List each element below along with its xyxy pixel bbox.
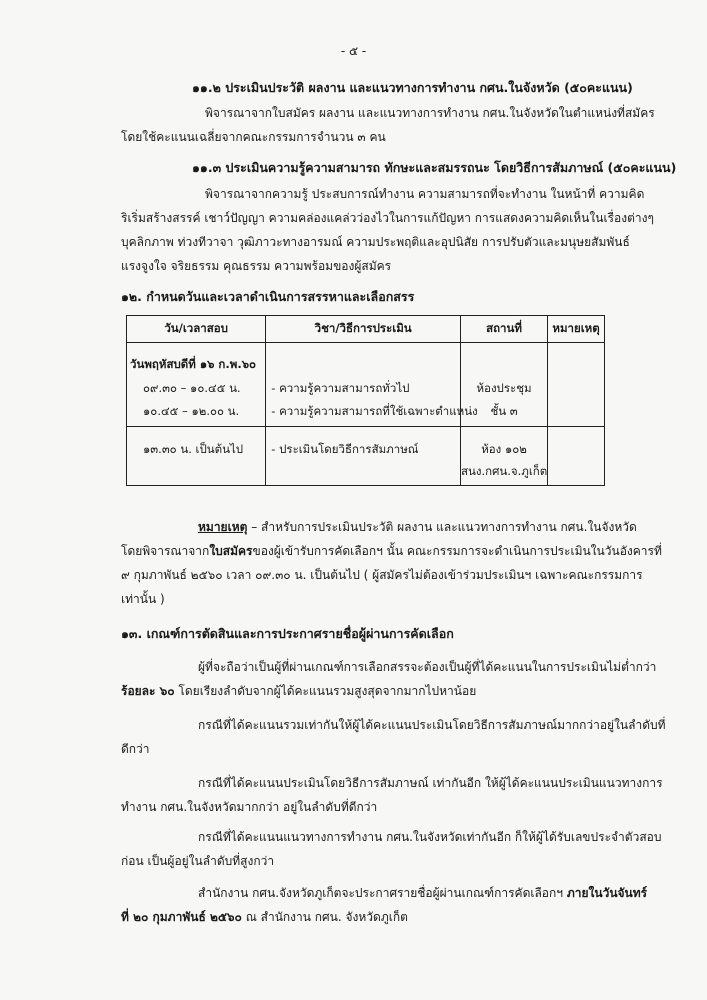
table-cell-date-time bbox=[127, 343, 266, 427]
table-cell-remark bbox=[548, 343, 605, 427]
note-line-1-text: – สำหรับการประเมินประวัติ ผลงาน และแนวทางการทำงาน กศน.ในจังหวัด bbox=[251, 520, 637, 534]
table-header-row bbox=[127, 316, 605, 343]
heading-11-3: ๑๑.๓ ประเมินความรู้ความสามารถ ทักษะและสมรรถนะ โดยวิธีการสัมภาษณ์ (๕๐คะแนน) bbox=[192, 160, 677, 175]
place-1-line-2: ชั้น ๓ bbox=[490, 404, 518, 418]
note-line-2 bbox=[121, 542, 662, 561]
exam-time-2: ๑๐.๔๕ – ๑๒.๐๐ น. bbox=[143, 404, 240, 418]
para-11-2-line-1: พิจารณาจากใบสมัคร ผลงาน และแนวทางการทำงาน กศน.ในจังหวัดในตำแหน่งที่สมัคร bbox=[205, 106, 655, 120]
announce-date: ที่ ๒๐ กุมภาพันธ์ ๒๕๖๐ bbox=[121, 910, 242, 924]
para-13-3-line-2: ทำงาน กศน.ในจังหวัดมากกว่า อยู่ในลำดับที่ดีกว่า bbox=[121, 800, 378, 814]
para-13-5-line-1 bbox=[198, 884, 647, 903]
subject-2: - ความรู้ความสามารถที่ใช้เฉพาะตำแหน่ง bbox=[271, 404, 478, 418]
note-line-1 bbox=[198, 518, 637, 537]
table-cell-remark bbox=[548, 427, 605, 486]
subject-1: - ความรู้ความสามารถทั่วไป bbox=[271, 381, 410, 395]
exam-time-3: ๑๓.๓๐ น. เป็นต้นไป bbox=[143, 442, 244, 456]
place-2-line-2: สนง.กศน.จ.ภูเก็ต bbox=[460, 464, 548, 478]
table-row bbox=[127, 343, 605, 427]
para-13-5-line-2-rest: ณ สำนักงาน กศน. จังหวัดภูเก็ต bbox=[241, 910, 408, 924]
para-13-5-line-2 bbox=[121, 908, 408, 927]
min-score: ร้อยละ ๖๐ bbox=[121, 684, 175, 698]
page-number: - ๕ - bbox=[340, 44, 367, 58]
heading-13: ๑๓. เกณฑ์การตัดสินและการประกาศรายชื่อผู้ผ่านการคัดเลือก bbox=[121, 626, 454, 641]
para-13-1-line-1: ผู้ที่จะถือว่าเป็นผู้ที่ผ่านเกณฑ์การเลือกสรรจะต้องเป็นผู้ที่ได้คะแนนในการประเมินไม่ต่ำกว่า bbox=[198, 660, 657, 674]
table-cell-date-time bbox=[127, 427, 266, 486]
para-13-4-line-2: ก่อน เป็นผู้อยู่ในลำดับที่สูงกว่า bbox=[121, 854, 275, 868]
table-cell-subject bbox=[266, 343, 478, 427]
table-cell-place bbox=[460, 343, 547, 427]
table-header-cell: สถานที่ bbox=[460, 316, 547, 343]
table-cell-subject bbox=[266, 427, 461, 486]
note-label: หมายเหตุ bbox=[198, 520, 248, 534]
exam-date: วันพฤหัสบดีที่ ๑๖ ก.พ.๖๐ bbox=[130, 357, 257, 371]
announce-day: ภายในวันจันทร์ bbox=[566, 886, 648, 900]
para-11-2-line-2: โดยใช้คะแนนเฉลี่ยจากคณะกรรมการจำนวน ๓ คน bbox=[121, 130, 386, 144]
table-cell-place bbox=[460, 427, 547, 486]
para-11-3-line-1: พิจารณาจากความรู้ ประสบการณ์ทำงาน ความสามารถที่จะทำงาน ในหน้าที่ ความคิด bbox=[205, 187, 645, 201]
para-13-3-line-1: กรณีที่ได้คะแนนประเมินโดยวิธีการสัมภาษณ์ เท่ากันอีก ให้ผู้ได้คะแนนประเมินแนวทางการ bbox=[198, 776, 663, 790]
note-line-3: ๙ กุมภาพันธ์ ๒๕๖๐ เวลา ๐๙.๓๐ น. เป็นต้นไป ( ผู้สมัครไม่ต้องเข้าร่วมประเมินฯ เฉพาะคณะกรรมการ bbox=[121, 568, 643, 582]
note-line-2-pre: โดยพิจารณาจาก bbox=[121, 544, 210, 558]
table-header-cell: วิชา/วิธีการประเมิน bbox=[266, 316, 461, 343]
note-line-2-post: ของผู้เข้ารับการคัดเลือกฯ นั้น คณะกรรมการจะดำเนินการประเมินในวันอังคารที่ bbox=[252, 544, 662, 558]
para-13-5-line-1-pre: สำนักงาน กศน.จังหวัดภูเก็ตจะประกาศรายชื่อผู้ผ่านเกณฑ์การคัดเลือกฯ bbox=[198, 886, 567, 900]
subject-3: - ประเมินโดยวิธีการสัมภาษณ์ bbox=[271, 442, 419, 456]
para-13-2-line-1: กรณีที่ได้คะแนนรวมเท่ากันให้ผู้ได้คะแนนประเมินโดยวิธีการสัมภาษณ์มากกว่าอยู่ในลำดับที่ bbox=[198, 718, 666, 732]
para-13-1-line-2-rest: โดยเรียงลำดับจากผู้ได้คะแนนรวมสูงสุดจากมากไปหาน้อย bbox=[174, 684, 477, 698]
place-2-line-1: ห้อง ๑๐๒ bbox=[481, 442, 527, 456]
para-13-1-line-2 bbox=[121, 682, 476, 701]
heading-12: ๑๒. กำหนดวันและเวลาดำเนินการสรรหาและเลือกสรร bbox=[121, 289, 415, 304]
para-11-3-line-4: แรงจูงใจ จริยธรรม คุณธรรม ความพร้อมของผู้สมัคร bbox=[121, 259, 392, 273]
table-header-cell: วัน/เวลาสอบ bbox=[127, 316, 266, 343]
para-13-2-line-2: ดีกว่า bbox=[121, 742, 150, 756]
exam-time-1: ๐๙.๓๐ – ๑๐.๔๕ น. bbox=[143, 381, 241, 395]
para-13-4-line-1: กรณีที่ได้คะแนนแนวทางการทำงาน กศน.ในจังหวัดเท่ากันอีก ก็ให้ผู้ได้รับเลขประจำตัวสอบ bbox=[198, 830, 662, 844]
table-row bbox=[127, 427, 605, 486]
place-1-line-1: ห้องประชุม bbox=[476, 381, 532, 395]
table-header-cell: หมายเหตุ bbox=[548, 316, 605, 343]
para-11-3-line-3: บุคลิกภาพ ท่วงทีวาจา วุฒิภาวะทางอารมณ์ ความประพฤติและอุปนิสัย การปรับตัวและมนุษยสัมพันธ์ bbox=[121, 235, 630, 249]
note-application-form: ใบสมัคร bbox=[209, 544, 253, 558]
schedule-table bbox=[126, 315, 605, 486]
heading-11-2: ๑๑.๒ ประเมินประวัติ ผลงาน และแนวทางการทำงาน กศน.ในจังหวัด (๕๐คะแนน) bbox=[192, 80, 633, 95]
para-11-3-line-2: ริเริ่มสร้างสรรค์ เชาว์ปัญญา ความคล่องแคล่วว่องไวในการแก้ปัญหา การแสดงความคิดเห็นในเรื่องต่างๆ bbox=[121, 211, 654, 225]
note-line-4: เท่านั้น ) bbox=[121, 592, 165, 606]
